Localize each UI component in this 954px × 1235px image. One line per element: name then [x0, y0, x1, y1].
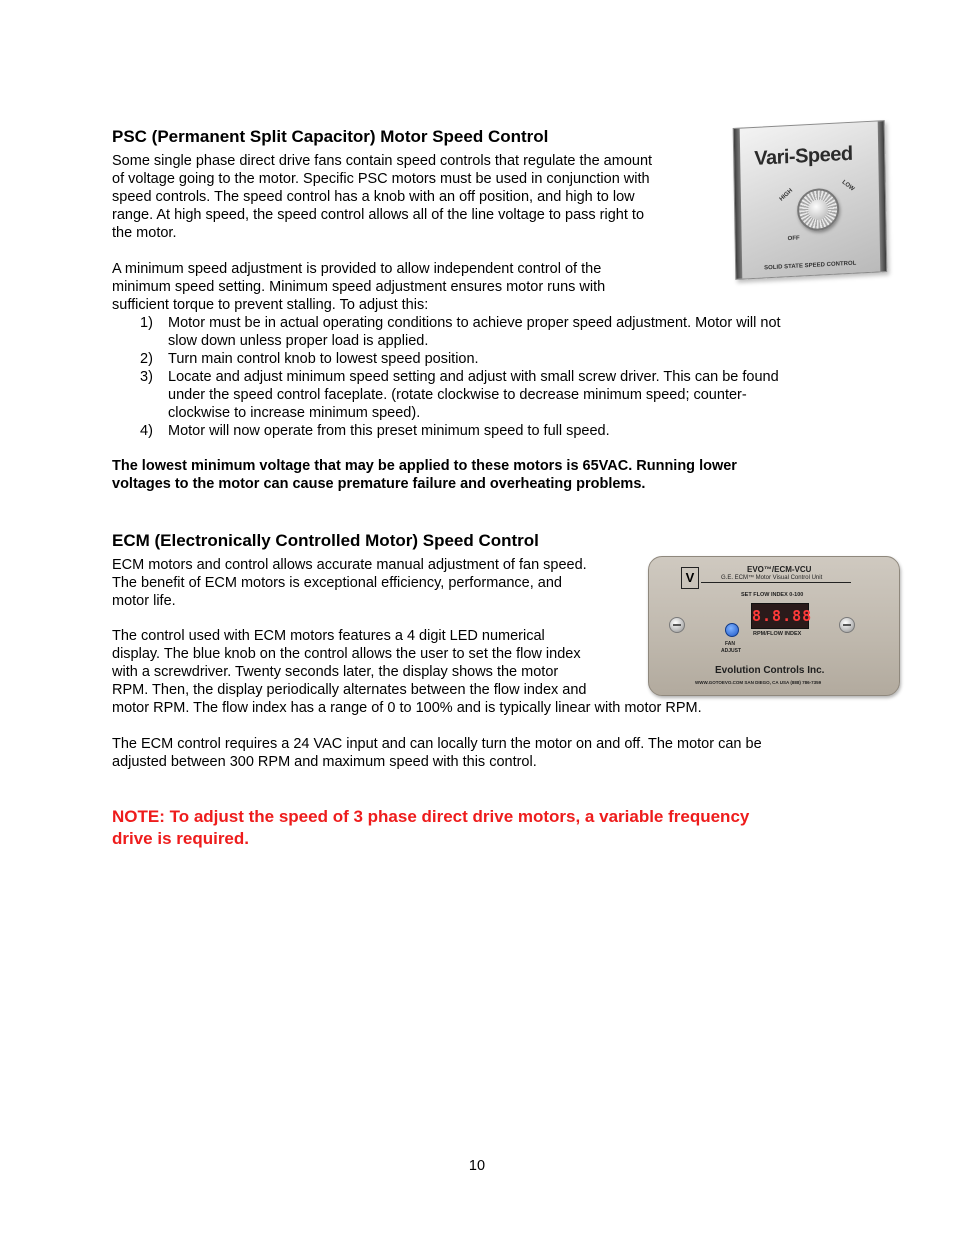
- brand-label: Evolution Controls Inc.: [715, 665, 825, 676]
- list-item: [112, 350, 852, 368]
- text-line: NOTE: To adjust the speed of 3 phase direct drive motors, a variable frequency: [112, 807, 750, 826]
- fan-label: FAN: [725, 641, 735, 647]
- text-line: sufficient torque to prevent stalling. To adjust this:: [112, 297, 429, 313]
- footer-label: SOLID STATE SPEED CONTROL: [764, 260, 857, 272]
- list-item: [112, 314, 852, 350]
- step-number: 4): [140, 423, 153, 439]
- text-line: slow down unless proper load is applied.: [168, 333, 429, 349]
- brand-footer-label: WWW.GOTOEVO.COM SAN DIEGO, CA USA (888) 786-7359: [695, 680, 822, 685]
- screw-icon: [669, 617, 685, 633]
- text-line: motor life.: [112, 593, 176, 609]
- faceplate-edge: [878, 121, 887, 271]
- off-label: OFF: [787, 235, 800, 243]
- text-line: The lowest minimum voltage that may be applied to these motors is 65VAC. Running lower: [112, 458, 737, 474]
- voltage-warning: [112, 457, 842, 493]
- text-line: motor RPM. The flow index has a range of 0 to 100% and is typically linear with motor RPM.: [112, 700, 702, 716]
- list-item: [112, 422, 852, 440]
- adjustment-steps-list: [112, 314, 852, 440]
- text-line: clockwise to increase minimum speed).: [168, 405, 421, 421]
- text-line: Some single phase direct drive fans contain speed controls that regulate the amount: [112, 153, 653, 169]
- adjust-label: ADJUST: [721, 648, 742, 654]
- evo-logo-icon: V: [681, 567, 699, 589]
- text-line: The ECM control requires a 24 VAC input and can locally turn the motor on and off. The motor can be: [112, 736, 762, 752]
- text-line: under the speed control faceplate. (rotate clockwise to decrease minimum speed; counter-: [168, 387, 747, 403]
- text-line: RPM. Then, the display periodically alternates between the flow index and: [112, 682, 587, 698]
- fan-adjust-knob-icon: [725, 623, 739, 637]
- step-number: 2): [140, 351, 153, 367]
- text-line: adjusted between 300 RPM and maximum speed with this control.: [112, 754, 537, 770]
- faceplate-edge: [734, 129, 743, 279]
- screw-icon: [839, 617, 855, 633]
- text-line: The benefit of ECM motors is exceptional efficiency, performance, and: [112, 575, 562, 591]
- text-line: ECM motors and control allows accurate manual adjustment of fan speed.: [112, 557, 587, 573]
- photo-title: Vari-Speed: [754, 142, 853, 170]
- psc-intro-paragraph: [112, 152, 705, 242]
- knob-icon: [797, 187, 840, 231]
- text-line: with a screwdriver. Twenty seconds later, the display shows the motor: [112, 664, 559, 680]
- set-flow-label: SET FLOW INDEX 0-100: [741, 592, 804, 598]
- text-line: Motor must be in actual operating conditions to achieve proper speed adjustment. Motor will not: [168, 315, 781, 331]
- text-line: display. The blue knob on the control allows the user to set the flow index: [112, 646, 581, 662]
- page-number: 10: [468, 1158, 486, 1174]
- psc-heading: PSC (Permanent Split Capacitor) Motor Speed Control: [112, 127, 549, 146]
- ecm-heading: ECM (Electronically Controlled Motor) Speed Control: [112, 531, 539, 550]
- ecm-input-paragraph: [112, 735, 852, 771]
- low-label: LOW: [840, 179, 856, 193]
- faceplate: [733, 120, 888, 280]
- text-line: range. At high speed, the speed control allows all of the line voltage to pass right to: [112, 207, 645, 223]
- model-label: EVO™/ECM-VCU: [747, 565, 812, 574]
- text-line: voltages to the motor can cause premature failure and overheating problems.: [112, 476, 646, 492]
- text-line: Turn main control knob to lowest speed position.: [168, 351, 479, 367]
- list-item: [112, 368, 852, 422]
- led-display: 8.8.88: [751, 603, 809, 629]
- text-line: the motor.: [112, 225, 177, 241]
- subtitle-label: G.E. ECM™ Motor Visual Control Unit: [721, 575, 823, 581]
- step-number: 3): [140, 369, 153, 385]
- text-line: Locate and adjust minimum speed setting and adjust with small screw driver. This can be found: [168, 369, 779, 385]
- text-line: of voltage going to the motor. Specific PSC motors must be used in conjunction with: [112, 171, 650, 187]
- ecm-intro-paragraph: [112, 556, 632, 610]
- text-line: speed controls. The speed control has a knob with an off position, and high to low: [112, 189, 635, 205]
- text-line: A minimum speed adjustment is provided to allow independent control of the: [112, 261, 602, 277]
- step-number: 1): [140, 315, 153, 331]
- high-label: HIGH: [778, 187, 795, 203]
- text-line: Motor will now operate from this preset minimum speed to full speed.: [168, 423, 610, 439]
- rpm-label: RPM/FLOW INDEX: [753, 631, 802, 637]
- text-line: minimum speed setting. Minimum speed adjustment ensures motor runs with: [112, 279, 606, 295]
- text-line: The control used with ECM motors features a 4 digit LED numerical: [112, 628, 545, 644]
- ecm-control-photo: [648, 556, 900, 696]
- divider: [701, 582, 851, 583]
- vari-speed-control-photo: [728, 118, 898, 283]
- text-line: drive is required.: [112, 829, 249, 848]
- psc-min-speed-paragraph: [112, 260, 672, 314]
- note-callout: [112, 806, 872, 850]
